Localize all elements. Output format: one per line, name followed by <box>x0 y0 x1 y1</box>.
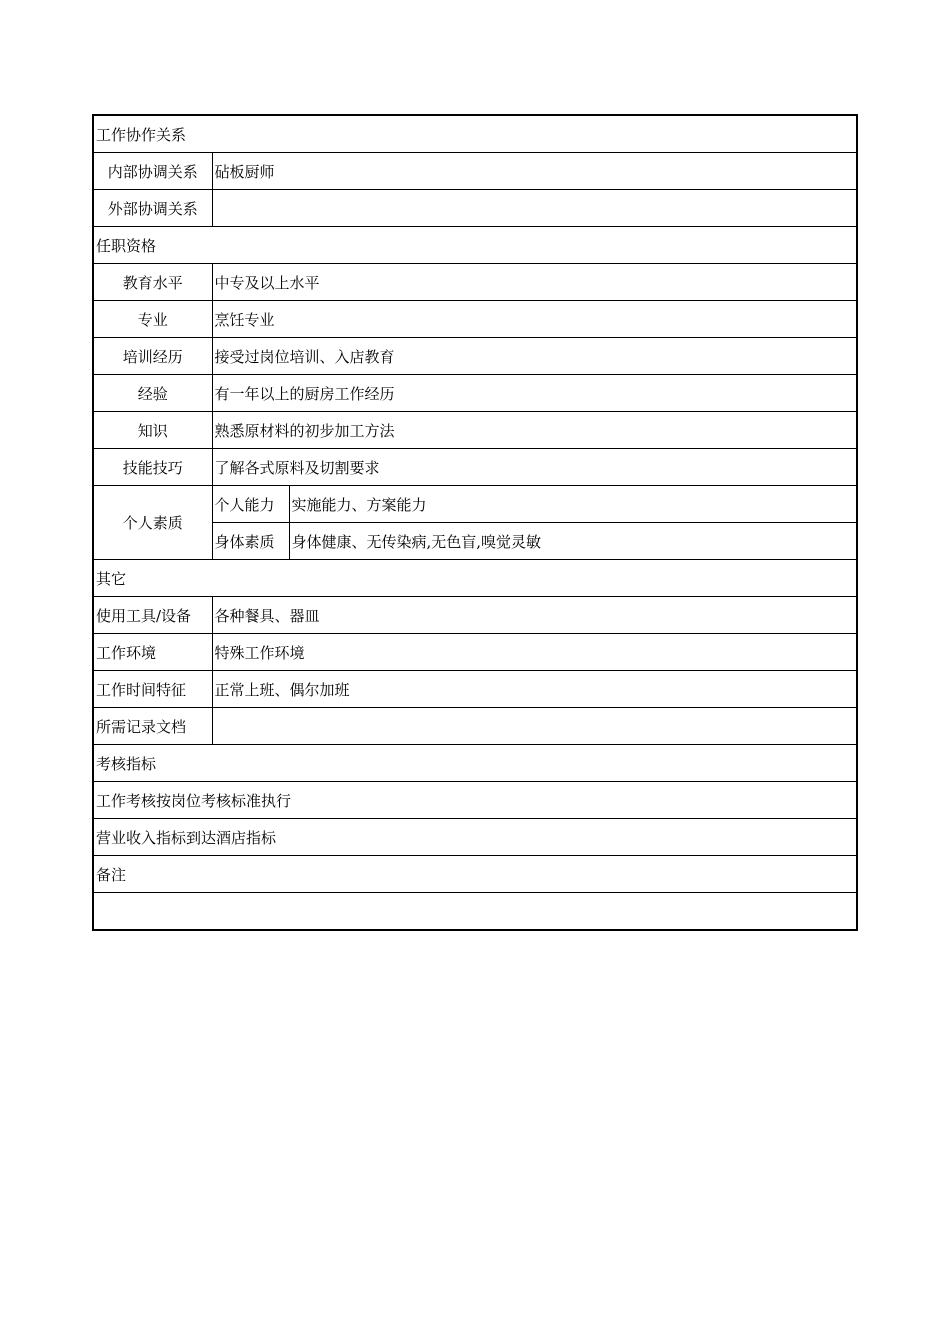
row-label-internal: 内部协调关系 <box>93 153 212 190</box>
row-value-training: 接受过岗位培训、入店教育 <box>212 338 857 375</box>
section-title-other: 其它 <box>93 560 857 597</box>
sub-label-ability: 个人能力 <box>212 486 289 523</box>
row-label-major: 专业 <box>93 301 212 338</box>
assessment-line-1: 工作考核按岗位考核标准执行 <box>93 782 857 819</box>
row-label-education: 教育水平 <box>93 264 212 301</box>
row-value-tools: 各种餐具、器皿 <box>212 597 857 634</box>
row-value-major: 烹饪专业 <box>212 301 857 338</box>
section-title-remarks: 备注 <box>93 856 857 893</box>
row-value-external <box>212 190 857 227</box>
row-value-skills: 了解各式原料及切割要求 <box>212 449 857 486</box>
row-value-environment: 特殊工作环境 <box>212 634 857 671</box>
row-label-experience: 经验 <box>93 375 212 412</box>
section-title-qualification: 任职资格 <box>93 227 857 264</box>
row-label-environment: 工作环境 <box>93 634 212 671</box>
section-title-assessment: 考核指标 <box>93 745 857 782</box>
row-value-education: 中专及以上水平 <box>212 264 857 301</box>
row-value-experience: 有一年以上的厨房工作经历 <box>212 375 857 412</box>
row-label-knowledge: 知识 <box>93 412 212 449</box>
row-label-personal: 个人素质 <box>93 486 212 560</box>
sub-label-physical: 身体素质 <box>212 523 289 560</box>
row-value-internal: 砧板厨师 <box>212 153 857 190</box>
row-label-work-time: 工作时间特征 <box>93 671 212 708</box>
row-label-training: 培训经历 <box>93 338 212 375</box>
section-title-cooperation: 工作协作关系 <box>93 115 857 153</box>
row-value-work-time: 正常上班、偶尔加班 <box>212 671 857 708</box>
job-description-table <box>92 114 858 931</box>
remarks-content <box>93 893 857 931</box>
row-value-documents <box>212 708 857 745</box>
row-value-knowledge: 熟悉原材料的初步加工方法 <box>212 412 857 449</box>
sub-value-physical: 身体健康、无传染病,无色盲,嗅觉灵敏 <box>289 523 857 560</box>
row-label-skills: 技能技巧 <box>93 449 212 486</box>
row-label-tools: 使用工具/设备 <box>93 597 212 634</box>
row-label-documents: 所需记录文档 <box>93 708 212 745</box>
row-label-external: 外部协调关系 <box>93 190 212 227</box>
assessment-line-2: 营业收入指标到达酒店指标 <box>93 819 857 856</box>
sub-value-ability: 实施能力、方案能力 <box>289 486 857 523</box>
